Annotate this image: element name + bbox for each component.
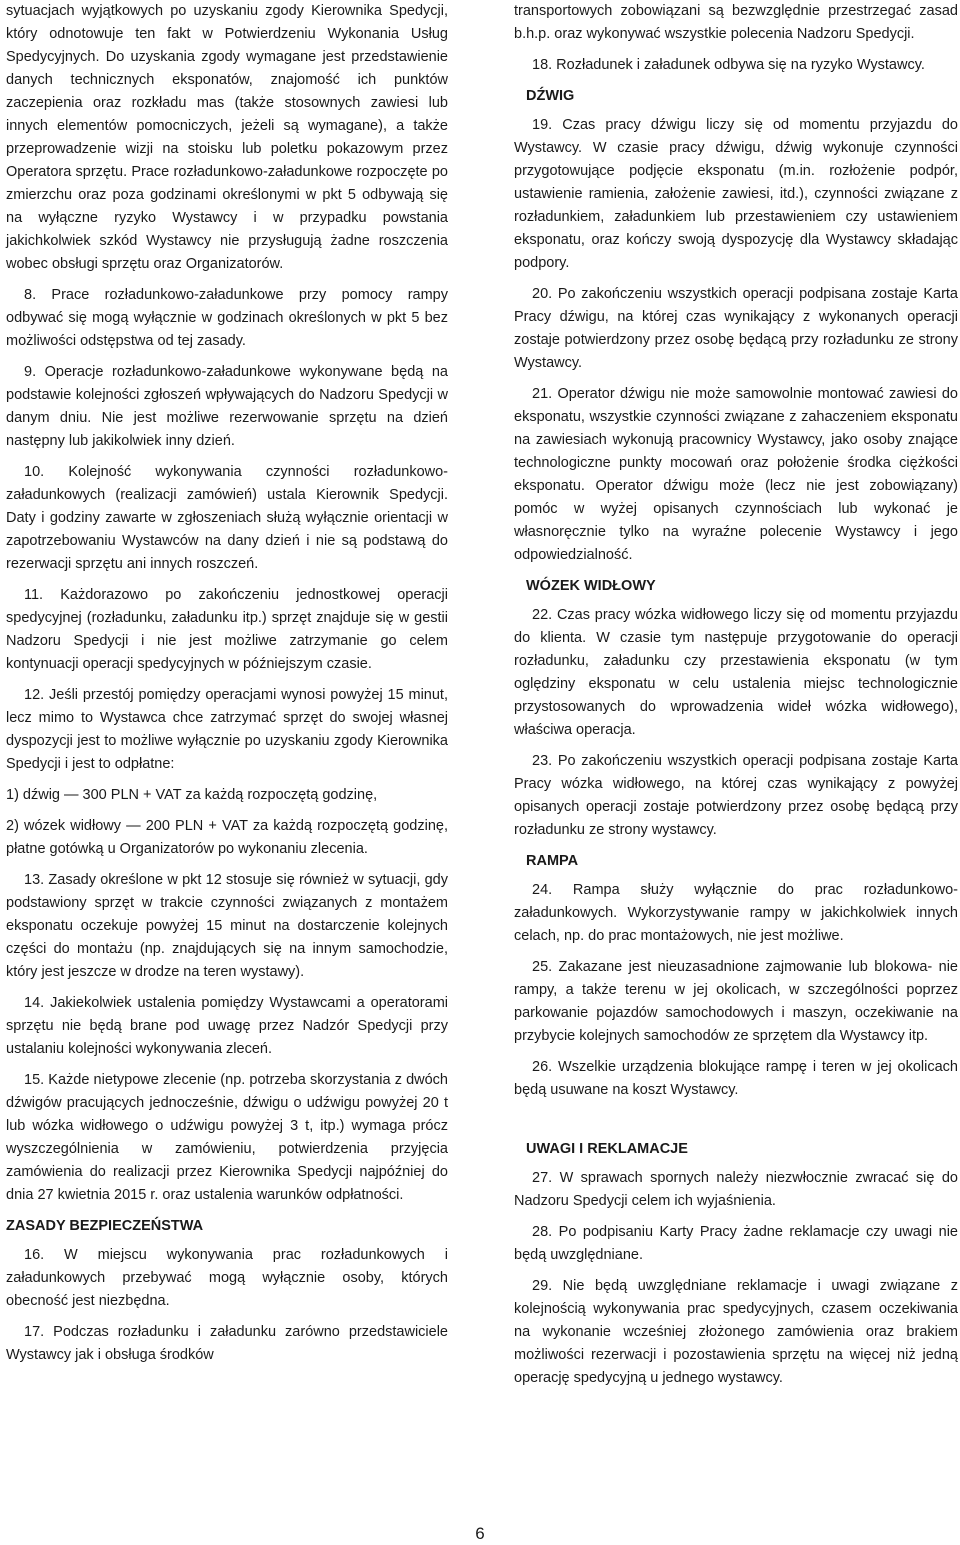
section-heading: WÓZEK WIDŁOWY (526, 578, 656, 594)
paragraph: 16. W miejscu wykonywania prac rozładunkowych i załadunkowych przebywać mogą wyłącznie osoby, których obecność jest niezbędna. (6, 1247, 448, 1309)
section-heading: DŹWIG (526, 88, 575, 104)
paragraph: 24. Rampa służy wyłącznie do prac rozładunkowo-załadunkowych. Wykorzystywanie rampy w jakichkolwiek innych celach, np. do prac montażowych, nie jest możliwe. (514, 882, 958, 944)
paragraph: 15. Każde nietypowe zlecenie (np. potrzeba skorzystania z dwóch dźwigów pracujących jednocześnie, dźwigu o udźwigu powyżej 20 t lub wózka widłowego o udźwigu powyżej 3 t, itp.) wymaga prócz wyszczególnienia w zamówieniu, potwierdzenia przyjęcia zamówienia do realizacji przez Kierownika Spedycji najpóźniej do dnia 27 kwietnia 2015 r. oraz ustalenia warunków odpłatności. (6, 1072, 448, 1203)
paragraph: 11. Każdorazowo po zakończeniu jednostkowej operacji spedycyjnej (rozładunku, załadunku itp.) sprzęt znajduje się w gestii Nadzoru Spedycji i nie jest możliwe zatrzymanie go celem kontynuacji operacji spedycyjnych w późniejszym czasie. (6, 587, 448, 672)
section-heading: RAMPA (526, 853, 579, 869)
section-heading: ZASADY BEZPIECZEŃSTWA (6, 1218, 204, 1234)
paragraph: 12. Jeśli przestój pomiędzy operacjami wynosi powyżej 15 minut, lecz mimo to Wystawca chce zatrzymać sprzęt do swojej własnej dyspozycji jest to możliwe wyłącznie po uzyskaniu zgody Kierownika Spedycji i jest to odpłatne: (6, 687, 448, 772)
paragraph: 10. Kolejność wykonywania czynności rozładunkowo-załadunkowych (realizacji zamówień) ustala Kierownik Spedycji. Daty i godziny zawarte w zgłoszeniach służą wyłącznie orientacji w zapotrzebowaniu Wystawców na dany dzień i nie są podstawą do rezerwacji sprzętu ani innych roszczeń. (6, 464, 448, 572)
paragraph: 27. W sprawach spornych należy niezwłocznie zwracać się do Nadzoru Spedycji celem ich wyjaśnienia. (514, 1170, 958, 1209)
paragraph: 25. Zakazane jest nieuzasadnione zajmowanie lub blokowa- nie rampy, a także terenu w jej okolicach, w szczególności poprzez parkowanie pojazdów samochodowych i maszyn, oczekiwanie na przybycie kolejnych samochodów ze sprzętem dla Wystawcy itp. (514, 959, 958, 1044)
paragraph: 13. Zasady określone w pkt 12 stosuje się również w sytuacji, gdy podstawiony sprzęt w trakcie czynności związanych z montażem eksponatu oczekuje powyżej 15 minut na dostarczenie kolejnych części do montażu (np. znajdujących się na innym samochodzie, który jest jeszcze w drodze na teren wystawy). (6, 872, 448, 980)
paragraph: 26. Wszelkie urządzenia blokujące rampę i teren w jej okolicach będą usuwane na koszt Wystawcy. (514, 1059, 958, 1098)
right-column (514, 0, 958, 1398)
paragraph: 22. Czas pracy wózka widłowego liczy się od momentu przyjazdu do klienta. W czasie tym następuje przygotowanie do operacji rozładunku, załadunku czy przestawienia eksponatu (w tym oględziny eksponatu w celu ustalenia miejsc technologicznie przystosowanych do wprowadzenia wideł wózka widłowego), właściwa operacja. (514, 607, 958, 738)
paragraph: 2) wózek widłowy — 200 PLN + VAT za każdą rozpoczętą godzinę, płatne gotówką u Organizatorów po wykonaniu zlecenia. (6, 818, 448, 857)
paragraph: 19. Czas pracy dźwigu liczy się od momentu przyjazdu do Wystawcy. W czasie pracy dźwigu, dźwig wykonuje czynności przygotowujące podjęcie eksponatu (m.in. rozłożenie podpór, ustawienie ramienia, założenie zawiesi, itd.), czynności związane z rozładunkiem, załadunkiem lub przestawieniem czy ustawieniem eksponatu, oraz kończy swoją dyspozycję dla Wystawcy składając podpory. (514, 117, 958, 271)
paragraph: 21. Operator dźwigu nie może samowolnie montować zawiesi do eksponatu, wszystkie czynności związane z zahaczeniem eksponatu na zawiesiach wykonują pracownicy Wystawcy, jako osoby znające technologiczne punkty mocowań oraz położenie środka ciężkości eksponatu. Operator dźwigu może (lecz nie jest zobowiązany) pomóc w wyżej opisanych czynnościach lub wykonać je własnoręcznie tylko na wyraźne polecenie Wystawcy i jego odpowiedzialność. (514, 386, 958, 563)
paragraph: 9. Operacje rozładunkowo-załadunkowe wykonywane będą na podstawie kolejności zgłoszeń wpływających do Nadzoru Spedycji w danym dniu. Nie jest możliwe rezerwowanie sprzętu na dzień następny lub jakikolwiek inny dzień. (6, 364, 448, 449)
paragraph: 1) dźwig — 300 PLN + VAT za każdą rozpoczętą godzinę, (6, 787, 378, 803)
paragraph: 8. Prace rozładunkowo-załadunkowe przy pomocy rampy odbywać się mogą wyłącznie w godzinach określonych w pkt 5 bez możliwości odstępstwa od tej zasady. (6, 287, 448, 349)
paragraph: 28. Po podpisaniu Karty Pracy żadne reklamacje czy uwagi nie będą uwzględniane. (514, 1224, 958, 1263)
paragraph: 14. Jakiekolwiek ustalenia pomiędzy Wystawcami a operatorami sprzętu nie będą brane pod uwagę przez Nadzór Spedycji przy ustalaniu kolejności wykonywania zleceń. (6, 995, 448, 1057)
paragraph: transportowych zobowiązani są bezwzględnie przestrzegać zasad b.h.p. oraz wykonywać wszystkie polecenia Nadzoru Spedycji. (514, 3, 958, 42)
section-heading: UWAGI I REKLAMACJE (526, 1141, 688, 1157)
paragraph: 29. Nie będą uwzględniane reklamacje i uwagi związane z kolejnością wykonywania prac spedycyjnych, czasem oczekiwania na wykonanie wcześniej złożonego zamówienia oraz brakiem możliwości rezerwacji i pozostawienia sprzętu na więcej niż jedną operację spedycyjną u jednego wystawcy. (514, 1278, 958, 1386)
paragraph: 23. Po zakończeniu wszystkich operacji podpisana zostaje Karta Pracy wózka widłowego, na której czas wynikający z powyżej opisanych operacji zostaje potwierdzony przez osobę będącą przy rozładunku ze strony wystawcy. (514, 753, 958, 838)
section-spacer (514, 1110, 958, 1136)
left-column (6, 0, 448, 1375)
paragraph: sytuacjach wyjątkowych po uzyskaniu zgody Kierownika Spedycji, który odnotowuje ten fakt w Potwierdzeniu Wykonania Usług Spedycyjnych. Do uzyskania zgody wymagane jest przedstawienie danych technicznych eksponatów, znajomość ich punktów zaczepienia oraz rozkładu mas (także stosownych zawiesi lub innych elementów pomocniczych, jeżeli są wymagane), a także przeprowadzenie wizji na stoisku lub poletku pokazowym przez Operatora sprzętu. Prace rozładunkowo-załadunkowe rozpoczęte po zmierzchu oraz poza godzinami określonymi w pkt 5 odbywają się na wyłączne ryzyko Wystawcy i w przypadku powstania jakichkolwiek szkód Wystawcy nie przysługują żadne roszczenia wobec obsługi sprzętu oraz Organizatorów. (6, 3, 448, 272)
paragraph: 20. Po zakończeniu wszystkich operacji podpisana zostaje Karta Pracy dźwigu, na której czas wynikający z wykonanych operacji zostaje potwierdzony przez osobę będącą przy rozładunku ze strony Wystawcy. (514, 286, 958, 371)
paragraph: 18. Rozładunek i załadunek odbywa się na ryzyko Wystawcy. (532, 57, 925, 73)
page-number: 6 (475, 1524, 485, 1543)
paragraph: 17. Podczas rozładunku i załadunku zarówno przedstawiciele Wystawcy jak i obsługa środków (6, 1324, 448, 1363)
